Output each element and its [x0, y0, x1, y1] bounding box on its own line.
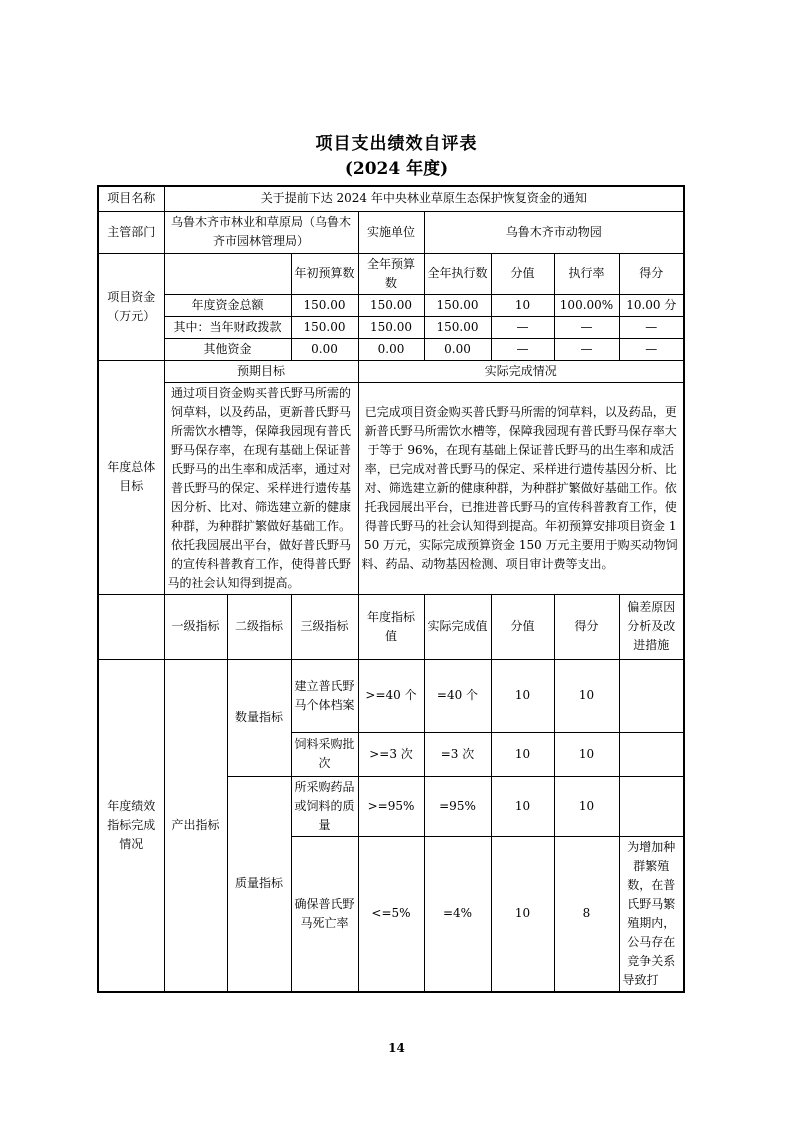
- document-title: [0, 131, 793, 182]
- indicator-row-score: 10: [554, 659, 619, 732]
- indicator-row-actual: =95%: [424, 776, 491, 836]
- page-number: 14: [388, 1041, 405, 1055]
- funding-row-value: 150.00: [358, 294, 424, 316]
- indicator-row-name: 所采购药品或饲料的质量: [291, 776, 358, 836]
- project-name-value: 关于提前下达 2024 年中央林业草原生态保护恢复资金的通知: [164, 186, 684, 211]
- indicator-header-level2: 二级指标: [227, 594, 291, 659]
- indicator-header-deviation: 偏差原因分析及改进措施: [619, 594, 684, 659]
- document-title-year: (2024 年度): [344, 159, 449, 179]
- department-label: 主管部门: [98, 211, 164, 253]
- indicator-row-deviation: [619, 776, 684, 836]
- indicators-corner-cell: [98, 594, 164, 659]
- funding-row-score-total: 10: [491, 294, 554, 316]
- funding-row-value: 0.00: [358, 338, 424, 360]
- indicator-row-name: 确保普氏野马死亡率: [291, 836, 358, 992]
- funding-header-execution-rate: 执行率: [554, 253, 619, 294]
- indicator-header-level1: 一级指标: [164, 594, 227, 659]
- indicator-level1-output: 产出指标: [164, 659, 227, 992]
- table-row: [98, 338, 684, 360]
- indicator-row-score-total: 10: [491, 836, 554, 992]
- table-row: [98, 659, 684, 732]
- funding-row-value: 150.00: [291, 294, 358, 316]
- indicator-row-score-total: 10: [491, 776, 554, 836]
- funding-header-annual-budget: 全年预算数: [358, 253, 424, 294]
- table-row: [98, 382, 684, 594]
- funding-header-score: 得分: [619, 253, 684, 294]
- funding-row-value: 150.00: [291, 316, 358, 338]
- indicator-row-score: 8: [554, 836, 619, 992]
- indicator-header-actual: 实际完成值: [424, 594, 491, 659]
- annual-goal-label: 年度总体目标: [98, 360, 164, 594]
- actual-completion-header: 实际完成情况: [358, 360, 684, 382]
- funding-row-name: 其中：当年财政拨款: [164, 316, 291, 338]
- indicator-header-score: 得分: [554, 594, 619, 659]
- funding-row-value: 150.00: [424, 316, 491, 338]
- self-evaluation-table: [97, 185, 685, 993]
- table-row: [98, 360, 684, 382]
- project-name-label: 项目名称: [98, 186, 164, 211]
- indicator-header-level3: 三级指标: [291, 594, 358, 659]
- funding-blank-cell: [164, 253, 291, 294]
- indicator-row-actual: =4%: [424, 836, 491, 992]
- indicator-row-score-total: 10: [491, 659, 554, 732]
- indicator-row-name: 建立普氏野马个体档案: [291, 659, 358, 732]
- indicator-row-target: >=95%: [358, 776, 424, 836]
- department-value: 乌鲁木齐市林业和草原局（乌鲁木齐市园林管理局）: [164, 211, 358, 253]
- indicator-row-score: 10: [554, 776, 619, 836]
- implementing-unit-label: 实施单位: [358, 211, 424, 253]
- indicator-row-deviation: 为增加种群繁殖数，在普氏野马繁殖期内，公马存在竞争关系导致打: [619, 836, 684, 992]
- funding-row-name: 年度资金总额: [164, 294, 291, 316]
- document-title-line1: 项目支出绩效自评表: [315, 134, 478, 154]
- indicator-row-score-total: 10: [491, 732, 554, 776]
- indicator-row-score: 10: [554, 732, 619, 776]
- indicator-row-actual: =40 个: [424, 659, 491, 732]
- indicator-header-target: 年度指标值: [358, 594, 424, 659]
- funding-row-value: 0.00: [291, 338, 358, 360]
- funding-row-value: 150.00: [358, 316, 424, 338]
- indicator-row-deviation: [619, 659, 684, 732]
- expected-goal-text: 通过项目资金购买普氏野马所需的饲草料，以及药品，更新普氏野马所需饮水槽等，保障我园现有普氏野马保存率，在现有基础上保证普氏野马的出生率和成活率，通过对普氏野马的保定、采样进行遗传基因分析、比对、筛选建立新的健康种群，为种群扩繁做好基础工作。依托我园展出平台，做好普氏野马的宣传科普教育工作，使得普氏野马的社会认知得到提高。: [164, 382, 358, 594]
- funding-row-score: —: [619, 316, 684, 338]
- funding-row-value: 150.00: [424, 294, 491, 316]
- funding-row-score-total: —: [491, 338, 554, 360]
- funding-header-annual-execution: 全年执行数: [424, 253, 491, 294]
- indicator-row-name: 饲料采购批次: [291, 732, 358, 776]
- funding-row-value: 0.00: [424, 338, 491, 360]
- funding-row-execution-rate: —: [554, 338, 619, 360]
- indicator-row-actual: =3 次: [424, 732, 491, 776]
- funding-row-name: 其他资金: [164, 338, 291, 360]
- indicator-row-target: <=5%: [358, 836, 424, 992]
- funding-header-score-total: 分值: [491, 253, 554, 294]
- indicator-level2-quantity: 数量指标: [227, 659, 291, 776]
- table-row: [98, 186, 684, 211]
- table-row: [98, 294, 684, 316]
- indicator-level2-quality: 质量指标: [227, 776, 291, 992]
- funding-row-execution-rate: —: [554, 316, 619, 338]
- indicator-row-target: >=40 个: [358, 659, 424, 732]
- funding-header-initial-budget: 年初预算数: [291, 253, 358, 294]
- expected-goal-header: 预期目标: [164, 360, 358, 382]
- indicator-row-deviation: [619, 732, 684, 776]
- implementing-unit-value: 乌鲁木齐市动物园: [424, 211, 684, 253]
- table-row: [98, 316, 684, 338]
- table-row: [98, 211, 684, 253]
- funding-row-score-total: —: [491, 316, 554, 338]
- table-row: [98, 594, 684, 659]
- funding-section-label: 项目资金（万元）: [98, 253, 164, 360]
- funding-row-score: 10.00 分: [619, 294, 684, 316]
- indicator-row-target: >=3 次: [358, 732, 424, 776]
- indicators-section-label: 年度绩效指标完成情况: [98, 659, 164, 992]
- actual-completion-text: 已完成项目资金购买普氏野马所需的饲草料，以及药品，更新普氏野马所需饮水槽等，保障我园现有普氏野马保存率大于等于 96%，在现有基础上保证普氏野马的出生率和成活率，已完成对普氏野马的保定、采样进行遗传基因分析、比对、筛选建立新的健康种群，为种群扩繁做好基础工作。依托我园展出平台，已推进普氏野马的宣传科普教育工作，使得普氏野马的社会认知得到提高。年初预算安排项目资金 150 万元，实际完成预算资金 150 万元主要用于购买动物饲料、药品、动物基因检测、项目审计费等支出。: [358, 382, 684, 594]
- funding-row-execution-rate: 100.00%: [554, 294, 619, 316]
- funding-row-score: —: [619, 338, 684, 360]
- indicator-header-score-total: 分值: [491, 594, 554, 659]
- table-row: [98, 253, 684, 294]
